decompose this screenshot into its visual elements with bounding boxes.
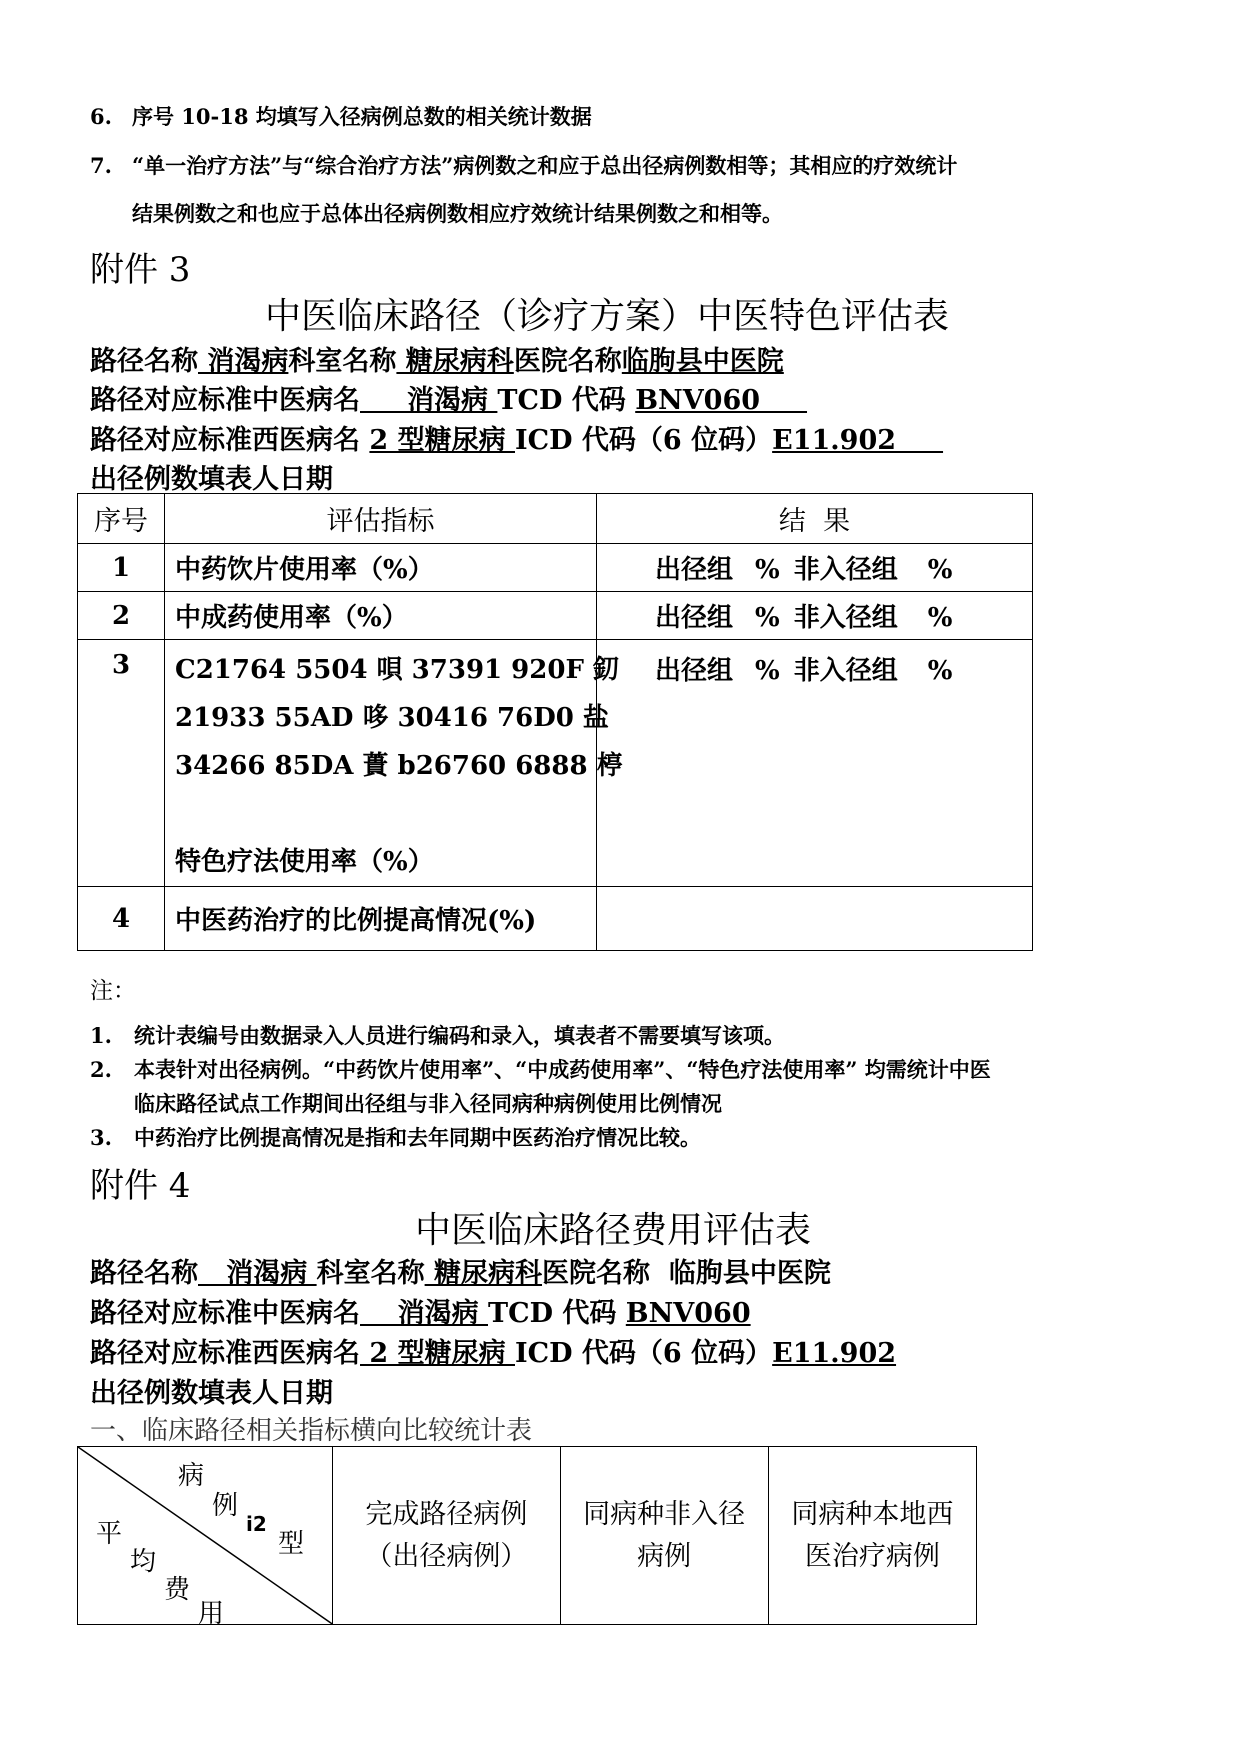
label-wm-name: 路径对应标准西医病名 [90,425,370,456]
header-line: 同病种本地西 [791,1498,954,1530]
label-hospital: 医院名称 [513,346,622,377]
value-tcd-code: BNV060 [625,1298,751,1329]
result-unit: % [927,603,953,633]
row-no: 1 [78,544,165,592]
header-line: 同病种非入径 [583,1498,746,1530]
table-row [78,544,1033,592]
row-result [597,592,1033,640]
value-tcm-name: 消渴病 [360,385,498,416]
annex-3-label: 附件 3 [90,250,191,290]
note-number: 6. [90,104,112,129]
label-tcd-code: TCD 代码 [488,1298,626,1329]
indicator-line: 21933 55AD 哆 30416 76D0 盐 [175,703,609,733]
note-number: 2. [90,1057,112,1082]
result-label-non: 非入径组 [793,603,898,633]
label-tcd-code: TCD 代码 [497,385,636,416]
result-label-out: 出径组 [655,603,734,633]
result-label-out: 出径组 [655,656,734,686]
annex-3-tcm-line [90,378,807,417]
label-wm-name: 路径对应标准西医病名 [90,1338,360,1369]
note-item-7 [90,150,957,180]
row-no: 3 [78,640,165,887]
header-indicator: 评估指标 [165,494,597,544]
annex-4-title: 中医临床路径费用评估表 [415,1210,812,1251]
label-tcm-name: 路径对应标准中医病名 [90,385,360,416]
row-indicator: 中医药治疗的比例提高情况(%) [165,887,597,951]
diag-char: 费 [164,1575,191,1605]
value-icd-code: E11.902 [772,1338,897,1369]
label-tcm-name: 路径对应标准中医病名 [90,1298,360,1329]
indicator-line [175,790,596,838]
indicator-line: 34266 85DA 蕢 b26760 6888 楟 [175,751,623,781]
diagonal-header-cell [78,1447,333,1629]
row-indicator: 中成药使用率（%） [165,592,597,640]
label-icd-code: ICD 代码（6 位码） [515,1338,773,1369]
header-result: 结 果 [597,494,1033,544]
diag-char: 用 [198,1599,225,1629]
annex-3-wm-line [90,418,943,457]
annex-4-label: 附件 4 [90,1166,191,1206]
label-hospital: 医院名称 临朐县中医院 [542,1258,831,1289]
annex-4-path-line [90,1251,831,1290]
header-line: 病例 [637,1540,692,1572]
diag-char: 平 [96,1519,123,1549]
row-indicator [165,640,623,887]
note-text: “单一治疗方法”与“综合治疗方法”病例数之和应于总出径病例数相等；其相应的疗效统计 [132,153,958,178]
header-line: 医治疗病例 [804,1540,940,1572]
table-header-row [78,494,1033,544]
notes-label: 注： [90,978,136,1004]
note-item-6 [90,101,592,131]
section-heading: 一、临床路径相关指标横向比较统计表 [90,1416,533,1446]
note-item-1 [90,1020,785,1050]
note-text: 中药治疗比例提高情况是指和去年同期中医药治疗情况比较。 [134,1125,701,1150]
diag-char: 病 [178,1461,205,1491]
header-line: 完成路径病例 [365,1498,528,1530]
label-path-name: 路径名称 [90,1258,198,1289]
result-label-out: 出径组 [655,555,734,585]
label-dept: 科室名称 [316,1258,425,1289]
header-completed-path [333,1447,560,1625]
label-icd-code: ICD 代码（6 位码） [515,425,773,456]
diag-char: 型 [278,1529,305,1559]
table-row [78,640,1033,887]
value-dept: 糖尿病科 [424,1258,543,1289]
row-result [597,640,1033,887]
note-number: 1. [90,1023,112,1048]
result-unit: % [927,555,953,585]
header-no: 序号 [78,494,165,544]
diag-char: 例 [212,1491,239,1521]
result-label-non: 非入径组 [793,555,898,585]
note-item-2-cont: 临床路径试点工作期间出径组与非入径同病种病例使用比例情况 [134,1091,722,1116]
note-item-3 [90,1122,701,1152]
annex-3-table [77,493,1033,951]
note-item-2 [90,1054,991,1084]
value-dept: 糖尿病科 [396,346,514,377]
header-non-path [560,1447,768,1625]
note-number: 7. [90,153,112,178]
label-path-name: 路径名称 [90,346,198,377]
result-unit: % [755,656,780,686]
note-text: 本表针对出径病例。“中药饮片使用率”、“中成药使用率”、“特色疗法使用率” 均需统计中医 [134,1057,991,1082]
header-western [768,1447,976,1625]
annex-3-title: 中医临床路径（诊疗方案）中医特色评估表 [265,296,950,337]
diag-char: 均 [130,1547,157,1577]
annex-4-tcm-line [90,1291,751,1330]
value-path-name: 消渴病 [198,346,289,377]
annex-4-wm-line [90,1331,896,1370]
note-text: 序号 10-18 均填写入径病例总数的相关统计数据 [132,104,592,129]
annex-3-path-line [90,339,784,378]
value-path-name: 消渴病 [198,1258,317,1289]
row-indicator: 中药饮片使用率（%） [165,544,597,592]
row-result [597,887,1033,951]
indicator-line: 特色疗法使用率（%） [175,847,434,877]
table-row [78,592,1033,640]
row-result [597,544,1033,592]
note-text: 结果例数之和也应于总体出径病例数相应疗效统计结果例数之和相等。 [132,201,783,226]
result-unit: % [927,656,953,686]
value-wm-name: 2 型糖尿病 [360,1338,515,1369]
annex-4-table [77,1446,977,1629]
result-label-non: 非入径组 [793,656,898,686]
value-tcm-name: 消渴病 [360,1298,488,1329]
indicator-line: C21764 5504 唄 37391 920F 釖 [175,655,619,685]
diag-char: i2 [246,1512,267,1536]
row-no: 4 [78,887,165,951]
table-header-row [78,1447,977,1625]
note-item-7-cont [132,198,783,228]
value-icd-code: E11.902 [772,425,944,456]
annex-4-filler-line: 出径例数填表人日期 [90,1378,333,1409]
value-tcd-code: BNV060 [635,385,808,416]
note-number: 3. [90,1125,112,1150]
value-hospital: 临朐县中医院 [621,346,784,377]
label-dept: 科室名称 [288,346,397,377]
result-unit: % [755,555,780,585]
table-row [78,887,1033,951]
header-line: （出径病例） [365,1540,528,1572]
note-text: 统计表编号由数据录入人员进行编码和录入，填表者不需要填写该项。 [134,1023,785,1048]
result-unit: % [755,603,780,633]
value-wm-name: 2 型糖尿病 [369,425,515,456]
row-no: 2 [78,592,165,640]
annex-3-filler-line: 出径例数填表人日期 [90,464,333,495]
